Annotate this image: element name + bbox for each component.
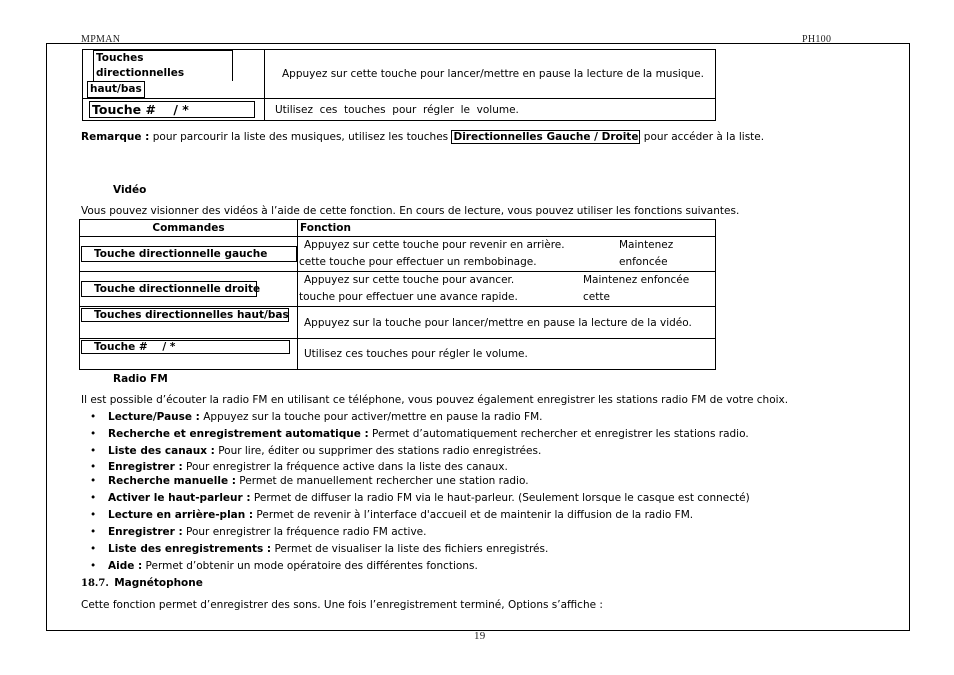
video-intro: Vous pouvez visionner des vidéos à l’aide de cette fonction. En cours de lecture, vous pouvez utiliser les fonctions suivantes. <box>81 205 740 217</box>
table-row <box>80 237 716 272</box>
list-item-term: Liste des canaux : <box>108 445 215 457</box>
list-item-term: Aide : <box>108 560 143 572</box>
desc-cell: Utilisez ces touches pour régler le volume. <box>265 99 716 121</box>
list-item-term: Lecture en arrière-plan : <box>108 509 254 521</box>
key-cell <box>80 272 298 307</box>
desc-text: touche pour effectuer une avance rapide. <box>299 291 518 303</box>
list-item-text <box>108 475 529 487</box>
desc-cell: Appuyez sur la touche pour lancer/mettre en pause la lecture de la vidéo. <box>298 307 716 339</box>
header-model: PH100 <box>802 34 832 45</box>
key-cell <box>80 237 298 272</box>
column-header-commands: Commandes <box>80 220 298 237</box>
radio-intro: Il est possible d’écouter la radio FM en utilisant ce téléphone, vous pouvez également enregistrer les stations radio FM de votre choix. <box>81 394 789 406</box>
list-item-term: Enregistrer : <box>108 526 183 538</box>
page-number: 19 <box>474 630 486 642</box>
video-controls-table <box>79 219 716 370</box>
section-number: 18.7. <box>81 578 109 589</box>
bullet-icon: • <box>90 411 97 423</box>
list-item-term: Recherche et enregistrement automatique : <box>108 428 369 440</box>
list-item-term: Enregistrer : <box>108 461 183 473</box>
bullet-icon: • <box>90 428 97 440</box>
bullet-icon: • <box>90 445 97 457</box>
column-header-function: Fonction <box>298 220 716 237</box>
bullet-icon: • <box>90 560 97 572</box>
desc-cell <box>298 237 716 272</box>
bullet-icon: • <box>90 543 97 555</box>
desc-cell <box>298 272 716 307</box>
list-item-text <box>108 445 541 457</box>
table-row <box>80 272 716 307</box>
list-item-term: Recherche manuelle : <box>108 475 236 487</box>
music-controls-table <box>82 49 716 121</box>
bullet-icon: • <box>90 509 97 521</box>
list-item-desc: Permet de revenir à l’interface d'accueil et de maintenir la diffusion de la radio FM. <box>253 509 694 521</box>
list-item-text <box>108 560 478 572</box>
list-item-desc: Appuyez sur la touche pour activer/mettre en pause la radio FM. <box>199 411 543 423</box>
table-header-row <box>80 220 716 237</box>
table-row <box>83 99 716 121</box>
table-row <box>80 307 716 339</box>
desc-text: Maintenez enfoncée <box>619 239 674 268</box>
key-label: Touche # / * <box>81 340 290 354</box>
key-label: Touche directionnelle gauche <box>81 246 297 262</box>
list-item-desc: Permet de visualiser la liste des fichiers enregistrés. <box>271 543 549 555</box>
header-brand: MPMAN <box>81 34 121 45</box>
video-heading: Vidéo <box>113 184 147 196</box>
list-item-text <box>108 492 750 504</box>
list-item-text <box>108 461 508 473</box>
bullet-icon: • <box>90 526 97 538</box>
key-cell <box>83 99 265 121</box>
desc-text: Appuyez sur cette touche pour revenir en arrière. <box>304 239 565 251</box>
desc-cell: Appuyez sur cette touche pour lancer/mettre en pause la lecture de la musique. <box>265 50 716 99</box>
list-item-term: Liste des enregistrements : <box>108 543 272 555</box>
list-item-text <box>108 543 548 555</box>
list-item-text <box>108 428 749 440</box>
desc-text: cette touche pour effectuer un rembobinage. <box>299 256 537 268</box>
remark-keys: Directionnelles Gauche / Droite <box>453 131 639 143</box>
list-item-text <box>108 526 426 538</box>
remark <box>81 130 764 144</box>
list-item-term: Activer le haut-parleur : <box>108 492 251 504</box>
remark-text: pour parcourir la liste des musiques, utilisez les touches <box>152 131 449 143</box>
key-cell <box>83 50 265 99</box>
remark-text-end: pour accéder à la liste. <box>643 131 765 143</box>
key-cell <box>80 339 298 370</box>
recorder-heading <box>81 577 203 589</box>
desc-text: Appuyez sur cette touche pour avancer. <box>304 274 515 286</box>
recorder-text: Cette fonction permet d’enregistrer des sons. Une fois l’enregistrement terminé, Options s’affiche : <box>81 599 603 611</box>
list-item-text <box>108 411 542 423</box>
desc-cell: Utilisez ces touches pour régler le volume. <box>298 339 716 370</box>
bullet-icon: • <box>90 492 97 504</box>
list-item-desc: Permet d’automatiquement rechercher et enregistrer les stations radio. <box>368 428 749 440</box>
list-item-desc: Pour enregistrer la fréquence radio FM active. <box>182 526 427 538</box>
key-cell <box>80 307 298 339</box>
list-item-desc: Permet de diffuser la radio FM via le haut-parleur. (Seulement lorsque le casque est connecté) <box>250 492 750 504</box>
radio-heading: Radio FM <box>113 373 168 385</box>
table-row <box>83 50 716 99</box>
desc-text: Maintenez enfoncée cette <box>583 274 690 303</box>
list-item-text <box>108 509 693 521</box>
list-item-desc: Permet d’obtenir un mode opératoire des différentes fonctions. <box>142 560 478 572</box>
bullet-icon: • <box>90 461 97 473</box>
section-title: Magnétophone <box>114 577 203 589</box>
list-item-term: Lecture/Pause : <box>108 411 200 423</box>
key-label: haut/bas <box>87 81 145 98</box>
bullet-icon: • <box>90 475 97 487</box>
list-item-desc: Pour enregistrer la fréquence active dans la liste des canaux. <box>182 461 508 473</box>
list-item-desc: Pour lire, éditer ou supprimer des stations radio enregistrées. <box>214 445 542 457</box>
key-label: Touches directionnelles <box>93 50 233 81</box>
table-row <box>80 339 716 370</box>
list-item-desc: Permet de manuellement rechercher une station radio. <box>235 475 529 487</box>
key-label: Touche # / * <box>89 101 255 118</box>
key-label: Touche directionnelle droite <box>81 281 257 297</box>
remark-label: Remarque : <box>81 131 150 143</box>
key-label: Touches directionnelles haut/bas <box>81 308 289 322</box>
